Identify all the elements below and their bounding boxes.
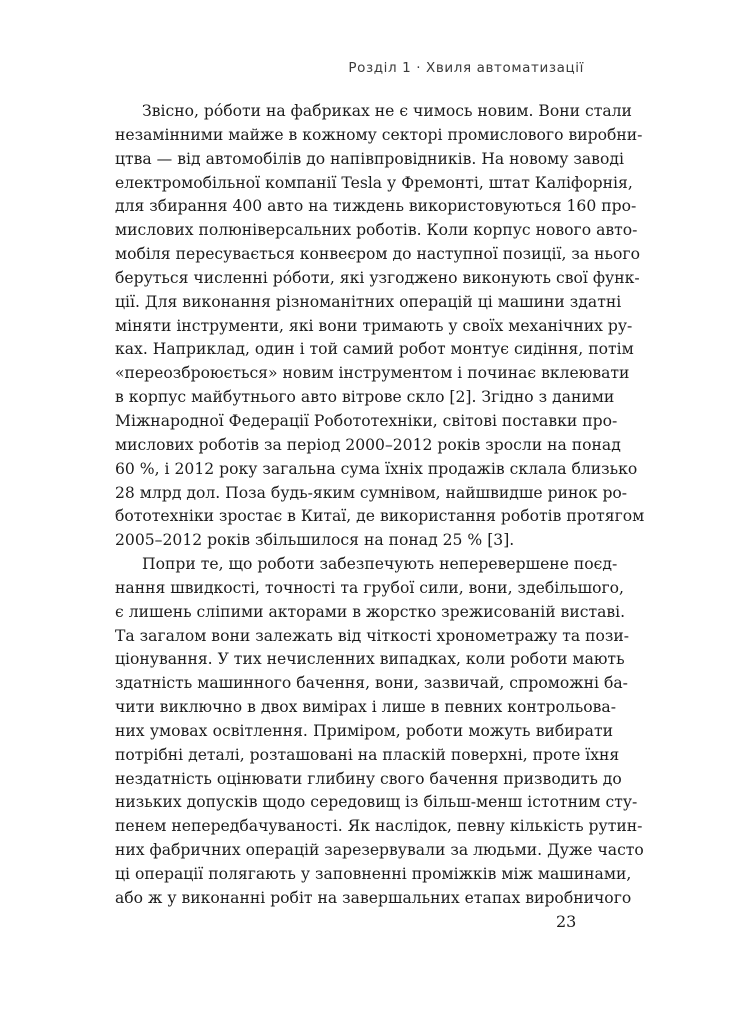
text-line: ціонування. У тих нечисленних випадках, коли роботи мають [115,650,625,669]
text-line: ці операції полягають у заповненні проміжків між машинами, [115,865,632,883]
text-line: або ж у виконанні робіт на завершальних етапах виробничого [115,888,632,907]
paragraph-1 [115,100,645,553]
text-line: них умовах освітлення. Приміром, роботи можуть вибирати [115,721,613,740]
text-line: «переозброюється» новим інструментом і починає вклеювати [115,364,630,383]
text-line: чити виключно в двох вимірах і лише в певних контрольова- [115,698,616,717]
text-line: пенем непередбачуваності. Як наслідок, певну кількість рутин- [115,817,643,836]
text-line: електромобільної компанії Tesla у Фремонті, штат Каліфорнія, [115,173,633,192]
text-line: здатність машинного бачення, вони, зазвичай, спроможні ба- [115,674,628,693]
text-line: мислових полюніверсальних роботів. Коли корпус нового авто- [115,221,638,240]
text-line: в корпус майбутнього авто вітрове скло [2]. Згідно з даними [115,388,615,407]
text-line: міняти інструменти, які вони тримають у своїх механічних ру- [115,316,633,335]
text-line: Міжнародної Федерації Робототехніки, світові поставки про- [115,411,618,430]
text-line: 28 млрд дол. Поза будь-яким сумнівом, найшвидше ринок ро- [115,483,628,502]
text-line: для збирання 400 авто на тиждень використовуються 160 про- [115,197,637,216]
text-line: мислових роботів за період 2000–2012 років зросли на понад [115,435,621,454]
text-line: нання швидкості, точності та грубої сили, вони, здебільшого, [115,578,624,597]
text-line: незамінними майже в кожному секторі промислового виробни- [115,125,643,144]
text-line: ції. Для виконання різноманітних операцій ці машини здатні [115,292,622,311]
page-number: 23 [556,912,577,931]
text-line: нездатність оцінювати глибину свого бачення призводить до [115,769,622,788]
text-line: Звісно, рóботи на фабриках не є чимось новим. Вони стали [142,102,632,120]
text-line: бототехніки зростає в Китаї, де використання роботів протягом [115,507,645,526]
text-line: цтва — від автомобілів до напівпровідників. На новому заводі [115,149,624,168]
text-line: мобіля пересувається конвеєром до наступної позиції, за нього [115,245,640,264]
text-line: 2005–2012 років збільшилося на понад 25 % [3]. [115,531,515,550]
running-head: Розділ 1 · Хвиля автоматизації [348,60,584,76]
text-line: 60 %, і 2012 року загальна сума їхніх продажів склала близько [115,459,638,478]
body-text [115,100,645,911]
text-line: є лишень сліпими акторами в жорстко зрежисованій виставі. [115,602,626,621]
text-line: Та загалом вони залежать від чіткості хронометражу та пози- [115,626,630,645]
text-line: беруться численні рóботи, які узгоджено виконують свої функ- [115,268,640,287]
text-line: них фабричних операцій зарезервували за людьми. Дуже часто [115,841,644,860]
text-line: низьких допусків щодо середовищ із більш-менш істотним сту- [115,793,638,812]
text-line: ках. Наприклад, один і той самий робот монтує сидіння, потім [115,340,634,359]
paragraph-2 [115,553,644,911]
text-line: потрібні деталі, розташовані на пласкій поверхні, проте їхня [115,745,620,764]
text-line: Попри те, що роботи забезпечують неперевершене поєд- [142,555,618,574]
